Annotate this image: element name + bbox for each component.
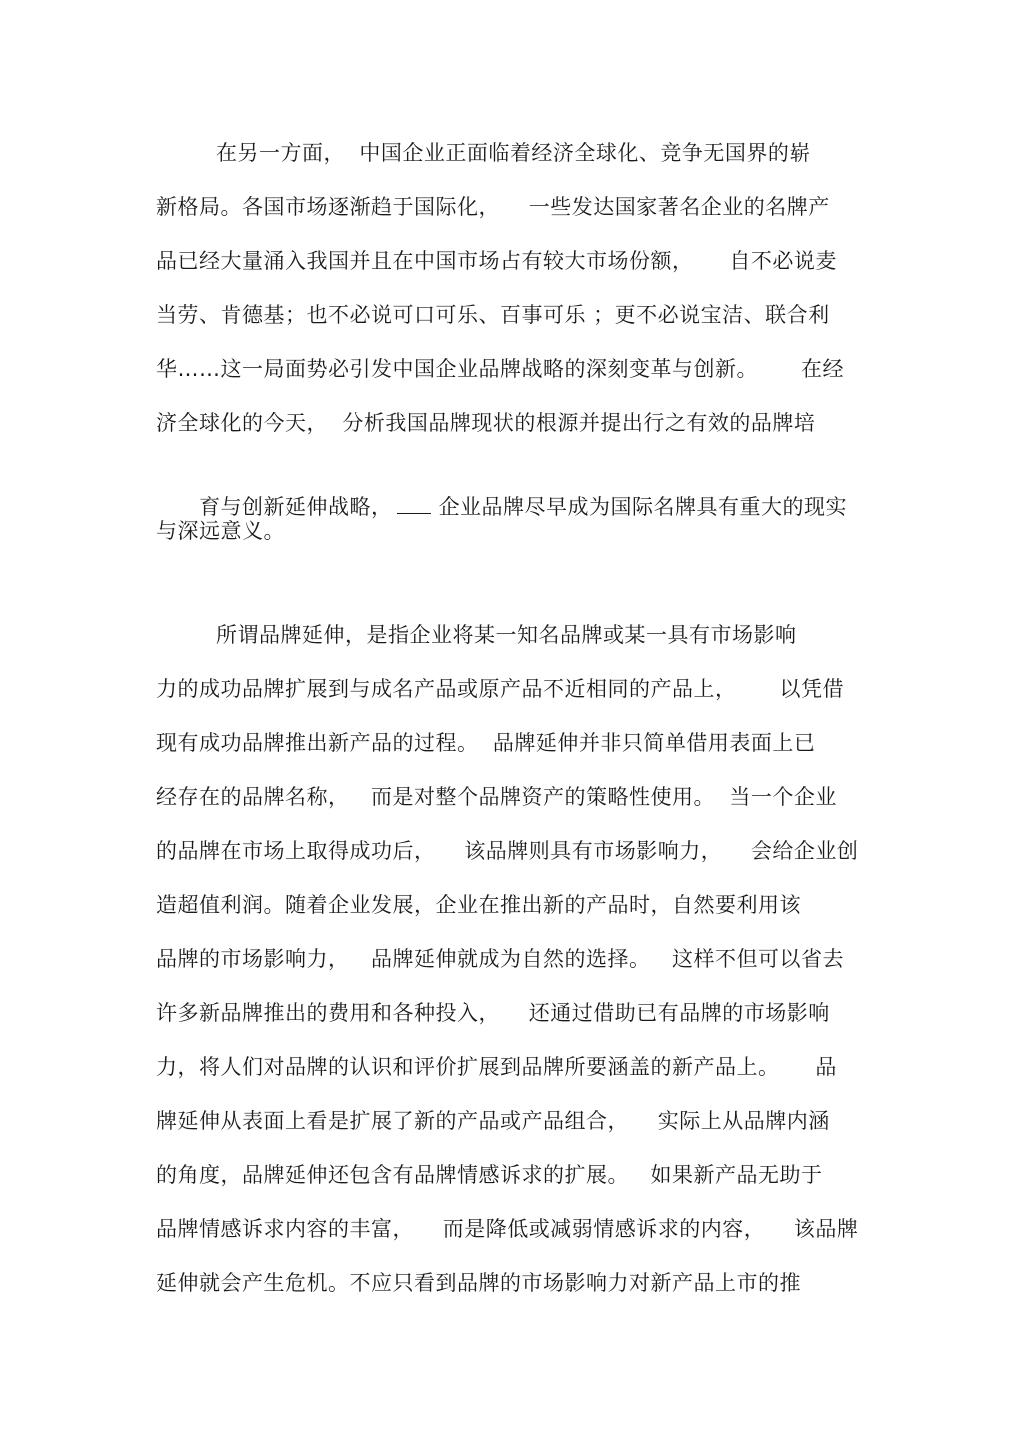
- text-line: 的角度，品牌延伸还包含有品牌情感诉求的扩展。 如果新产品无助于: [156, 1163, 823, 1187]
- text-line: 新格局。各国市场逐渐趋于国际化， 一些发达国家著名企业的名牌产: [156, 195, 830, 219]
- text-line: 当劳、肯德基；也不必说可口可乐、百事可乐 ；更不必说宝洁、联合利: [156, 303, 830, 327]
- text-line: 华……这一局面势必引发中国企业品牌战略的深刻变革与创新。 在经: [156, 357, 845, 381]
- text-line: 许多新品牌推出的费用和各种投入， 还通过借助已有品牌的市场影响: [156, 1001, 830, 1025]
- text-line: 的品牌在市场上取得成功后， 该品牌则具有市场影响力， 会给企业创: [156, 839, 859, 863]
- text-line: 牌延伸从表面上看是扩展了新的产品或产品组合， 实际上从品牌内涵: [156, 1109, 830, 1133]
- text-line: 所谓品牌延伸，是指企业将某一知名品牌或某一具有市场影响: [216, 623, 797, 647]
- text-line: 力，将人们对品牌的认识和评价扩展到品牌所要涵盖的新产品上。 品: [156, 1055, 837, 1079]
- text-line: 济全球化的今天， 分析我国品牌现状的根源并提出行之有效的品牌培: [156, 411, 816, 435]
- text-line: 延伸就会产生危机。不应只看到品牌的市场影响力对新产品上市的推: [156, 1271, 801, 1295]
- text-line: 造超值利润。随着企业发展，企业在推出新的产品时，自然要利用该: [156, 893, 801, 917]
- text-line: 与深远意义。: [156, 519, 285, 543]
- text-segment: 育与创新延伸战略，: [199, 495, 393, 519]
- text-line: 品已经大量涌入我国并且在中国市场占有较大市场份额， 自不必说麦: [156, 249, 837, 273]
- text-line: 在另一方面， 中国企业正面临着经济全球化、竞争无国界的崭: [216, 141, 811, 165]
- blank-underline: [397, 495, 431, 514]
- text-line: 品牌情感诉求内容的丰富， 而是降低或减弱情感诉求的内容， 该品牌: [156, 1217, 859, 1241]
- text-segment: 企业品牌尽早成为国际名牌具有重大的现实: [438, 495, 848, 519]
- text-line: 经存在的品牌名称， 而是对整个品牌资产的策略性使用。 当一个企业: [156, 785, 837, 809]
- text-line: 力的成功品牌扩展到与成名产品或原产品不近相同的产品上， 以凭借: [156, 677, 845, 701]
- text-line: 现有成功品牌推出新产品的过程。 品牌延伸并非只简单借用表面上已: [156, 731, 816, 755]
- text-line: 品牌的市场影响力， 品牌延伸就成为自然的选择。 这样不但可以省去: [156, 947, 845, 971]
